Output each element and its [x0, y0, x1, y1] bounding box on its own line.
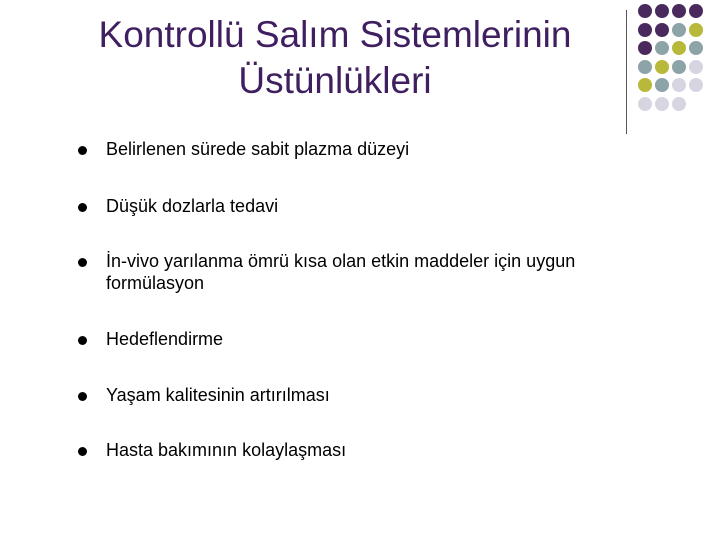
bullet-item: [78, 328, 638, 350]
decorative-dot: [672, 23, 686, 37]
decorative-dot: [655, 60, 669, 74]
bullet-dot-icon: [78, 146, 87, 155]
bullet-dot-icon: [78, 336, 87, 345]
title-line-1: Kontrollü Salım Sistemlerinin: [98, 14, 572, 55]
decorative-dot: [638, 23, 652, 37]
bullet-text: Düşük dozlarla tedavi: [106, 196, 279, 216]
decorative-dot: [672, 4, 686, 18]
decorative-dot: [655, 4, 669, 18]
bullet-text: İn-vivo yarılanma ömrü kısa olan etkin maddeler için uygun formülasyon: [106, 251, 576, 293]
bullet-dot-icon: [78, 392, 87, 401]
decorative-dot: [655, 78, 669, 92]
bullet-dot-icon: [78, 203, 87, 212]
bullet-item: [78, 384, 638, 406]
title-line-2: Üstünlükleri: [238, 60, 432, 101]
bullet-text: Yaşam kalitesinin artırılması: [106, 385, 330, 405]
decorative-dot: [689, 4, 703, 18]
decorative-dot-grid: [638, 4, 720, 124]
decorative-dot: [655, 97, 669, 111]
bullet-dot-icon: [78, 447, 87, 456]
slide-title: [40, 12, 630, 104]
title-divider-line: [626, 10, 627, 134]
bullet-item: [78, 195, 638, 217]
decorative-dot: [655, 23, 669, 37]
decorative-dot: [638, 60, 652, 74]
bullet-text: Hasta bakımının kolaylaşması: [106, 440, 347, 460]
decorative-dot: [638, 97, 652, 111]
bullet-dot-icon: [78, 258, 87, 267]
bullet-item: [78, 138, 638, 160]
decorative-dot: [672, 78, 686, 92]
decorative-dot: [689, 41, 703, 55]
decorative-dot: [655, 41, 669, 55]
decorative-dot: [638, 41, 652, 55]
decorative-dot: [638, 78, 652, 92]
decorative-dot: [672, 60, 686, 74]
bullet-item: [78, 439, 638, 461]
bullet-text: Belirlenen sürede sabit plazma düzeyi: [106, 139, 410, 159]
bullet-text: Hedeflendirme: [106, 329, 224, 349]
decorative-dot: [638, 4, 652, 18]
decorative-dot: [689, 60, 703, 74]
decorative-dot: [689, 23, 703, 37]
bullet-item: [78, 250, 638, 294]
decorative-dot: [689, 78, 703, 92]
decorative-dot: [672, 41, 686, 55]
decorative-dot: [672, 97, 686, 111]
